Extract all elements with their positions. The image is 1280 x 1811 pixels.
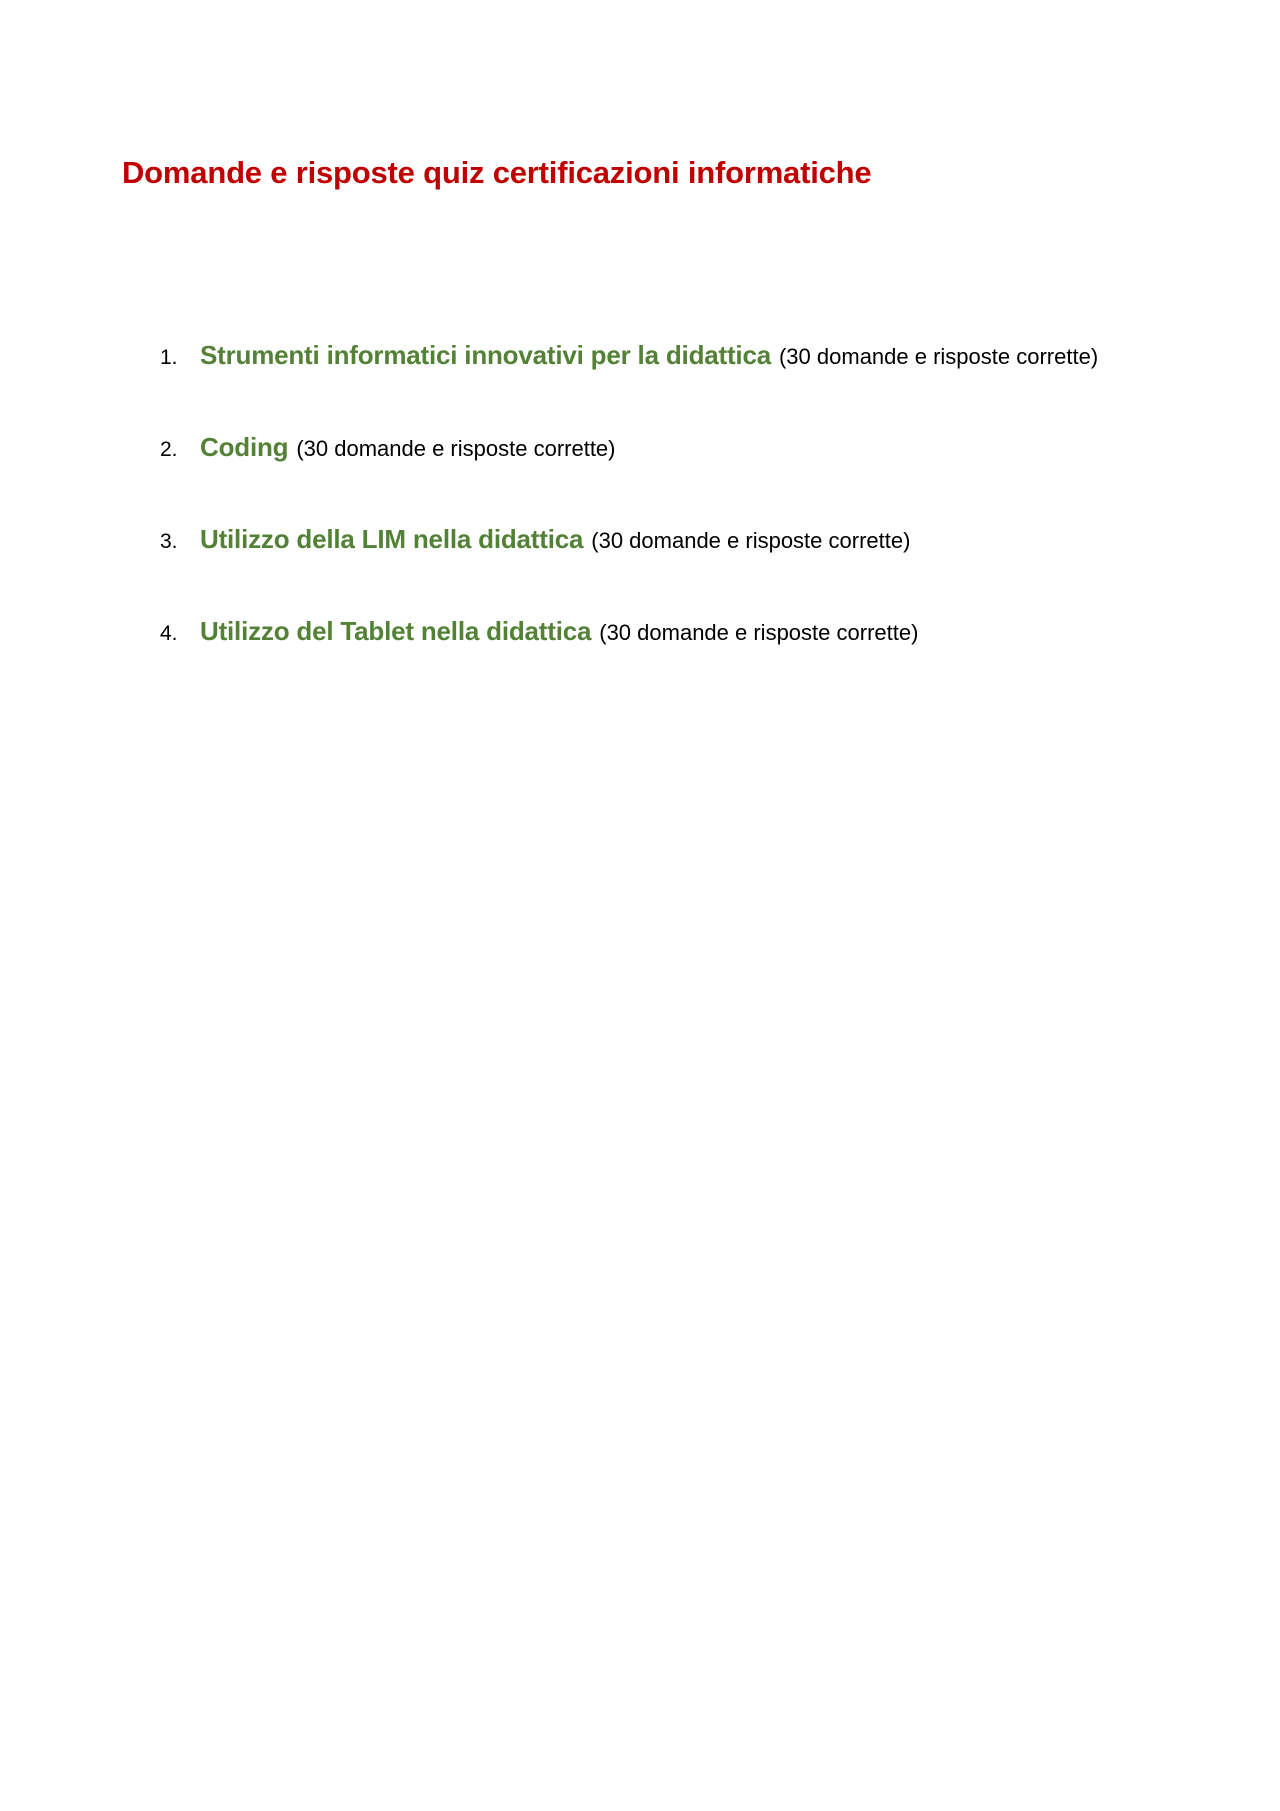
item-note: (30 domande e risposte corrette) [591,528,911,553]
list-item [160,616,1200,708]
quiz-link-strumenti-informatici[interactable]: Strumenti informatici innovativi per la didattica [200,340,771,370]
item-number: 2. [160,438,178,461]
item-note: (30 domande e risposte corrette) [296,436,616,461]
list-item [160,340,1200,432]
quiz-list [160,340,1200,708]
item-number: 4. [160,622,178,645]
item-number: 3. [160,530,178,553]
item-note: (30 domande e risposte corrette) [599,620,919,645]
page-title: Domande e risposte quiz certificazioni informatiche [122,155,872,190]
quiz-link-lim[interactable]: Utilizzo della LIM nella didattica [200,524,584,554]
quiz-link-coding[interactable]: Coding [200,432,289,462]
quiz-link-tablet[interactable]: Utilizzo del Tablet nella didattica [200,616,592,646]
item-number: 1. [160,346,178,369]
list-item [160,524,1200,616]
item-note: (30 domande e risposte corrette) [778,344,1099,369]
list-item [160,432,1200,524]
